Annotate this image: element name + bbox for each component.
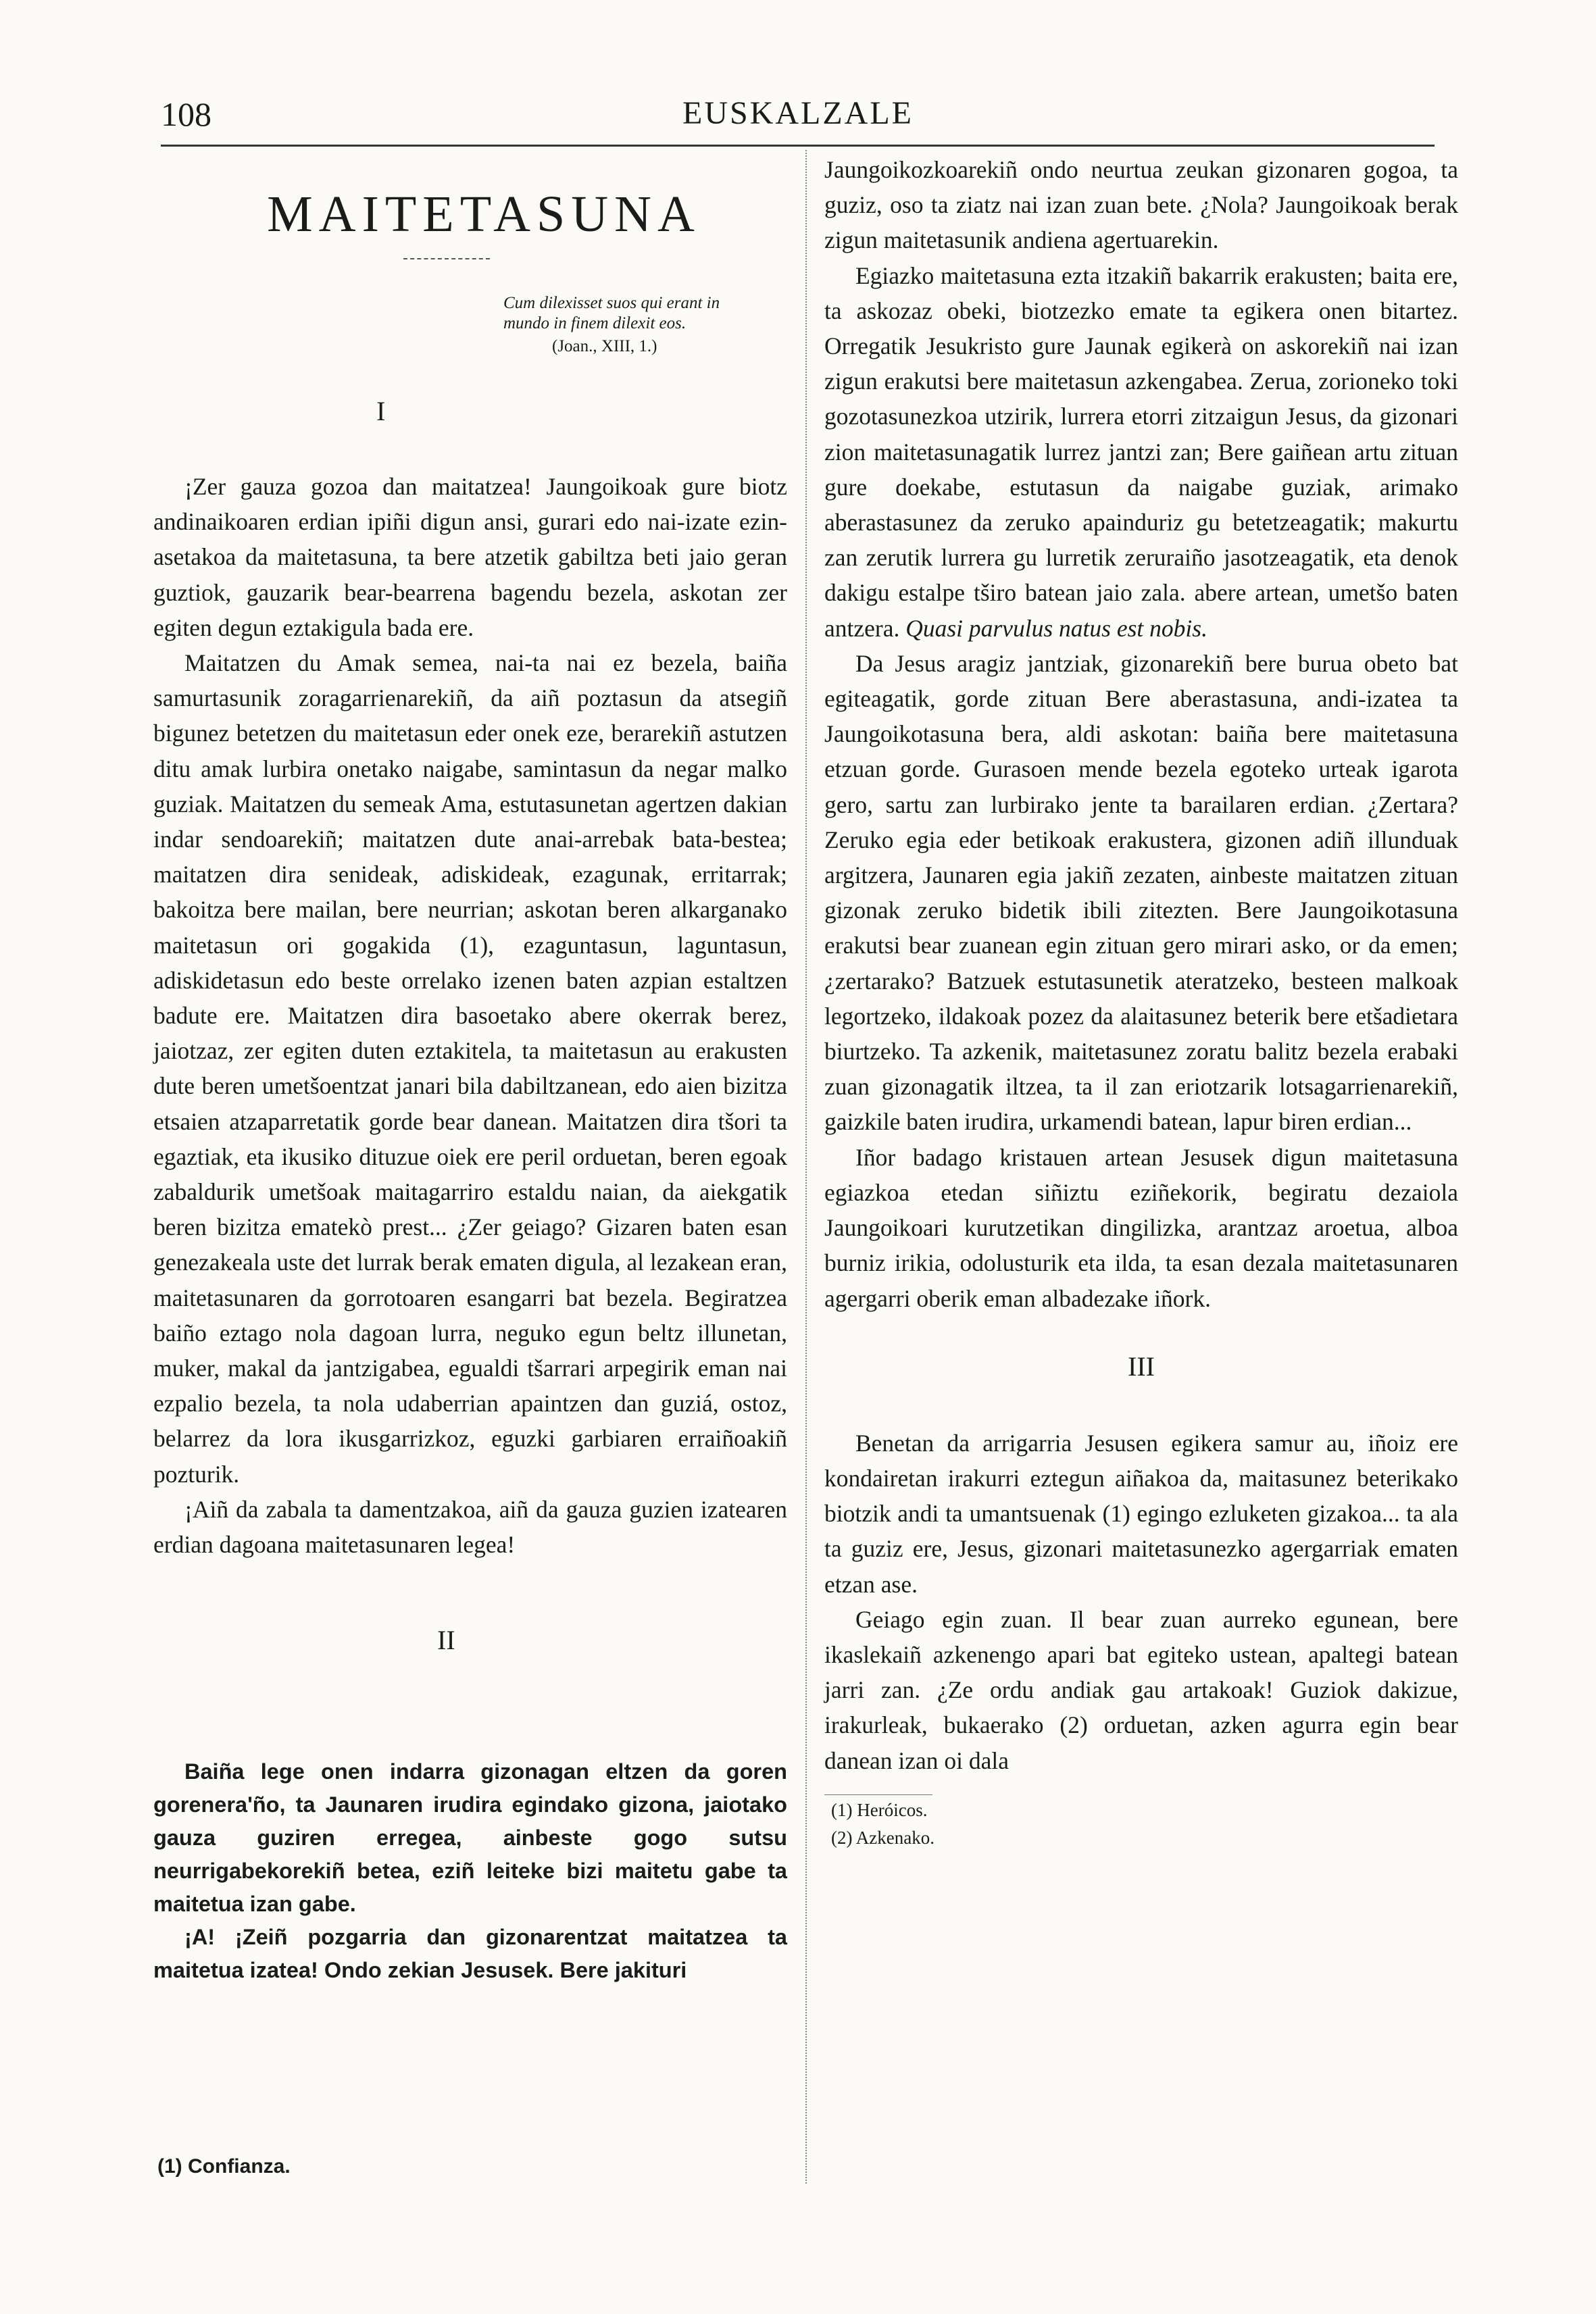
section-number: I [376, 396, 386, 426]
article-title: MAITETASUNA [267, 186, 701, 243]
paragraph: Benetan da arrigarria Jesusen egikera samur au, iñoiz ere kondairetan irakurri eztegun aiñakoa da, maitasunez beterikako biotzik andi ta umantsuenak (1) egingo ezluketen gizakoa... ta ala ta guziz ere, Jesus, gizonari maitetasunezko agergarriak ematen etzan ase. [824, 1429, 1458, 1598]
running-title: EUSKALZALE [682, 95, 914, 131]
section-number: III [1128, 1351, 1155, 1382]
right-column [824, 152, 1458, 1851]
footnote-rule [824, 1794, 932, 1795]
footnote: (2) Azkenako. [831, 1827, 934, 1848]
left-column [153, 157, 787, 1987]
paragraph: ¡Aiñ da zabala ta damentzakoa, aiñ da gauza guzien izatearen erdian dagoana maitetasunaren legea! [153, 1495, 787, 1559]
paragraph-text: Egiazko maitetasuna ezta itzakiñ bakarrik erakusten; baita ere, ta askozaz obeki, biotzezko emate ta egikera onen bitartez. Orregatik Jesukristo gure Jaunak egikerà on askorekiñ nai izan zigun erakutsi bere maitetasun azkengabea. Zerua, zorioneko toki gozotasunezkoa utzirik, lurrera etorri zitzaigun Jesus, da gizonari zion maitetasunagatik lurrez jantzi zan; Bere gaiñean artu zituan gure doekabe, estutasun da naigabe guziak, arimako aberastasunez da zeruko apainduriz gu betetzeagatik; makurtu zan zerutik lurrera gu lurretik zeruraiño jasotzeagatik, eta denok dakigu estalpe tširo batean jaio zala. abere artean, umetšo baten antzera. [824, 261, 1458, 642]
paragraph: Baiña lege onen indarra gizonagan eltzen da goren gorenera'ño, ta Jaunaren irudira egindako gizona, jaiotako gauza guziren erregea, ainbeste gogo sutsu neurrigabekorekiñ betea, eziñ leiteke bizi maitetu gabe ta maitetua izan gabe. [153, 1759, 787, 1917]
header-rule [161, 145, 1435, 147]
title-rule [403, 258, 490, 259]
paragraph: Maitatzen du Amak semea, nai-ta nai ez bezela, baiña samurtasunik zoragarrienarekiñ, da aiñ poztasun da atsegiñ bigunez betetzen du maitetasun eder onek eze, berarekiñ astutzen ditu amak lurbira onetako naigabe, samintasun da negar malko guziak. Maitatzen du semeak Ama, estutasunetan agertzen dakian indar sendoarekiñ; maitatzen dute anai-arrebak bata-bestea; maitatzen dira senideak, adiskideak, ezagunak, erritarrak; bakoitza bere mailan, bere neurrian; askotan beren alkarganako maitetasun ori gogakida (1), ezaguntasun, laguntasun, adiskidetasun edo beste orrelako izenen baten azpian estaltzen badute ere. Maitatzen dira basoetako abere okerrak berez, jaiotzaz, zer egiten duten eztakitela, ta maitetasun au erakusten dute beren umetšoentzat janari bila dabiltzanean, edo aien bizitza etsaien atzaparretatik gorde bear danean. Maitatzen dira tšori ta egaztiak, eta ikusiko dituzue oiek ere peril orduetan, beren egoak zabaldurik umetšoak maitagarriro estaldu naian, da aiekgatik beren bizitza ematekò prest... ¿Zer geiago? Gizaren baten esan genezakeala uste det lurrak berak ematen digula, al lezakean eran, maitetasunaren da gorrotoaren esangarri bat bezela. Begiratzea baiño eztago nola dagoan lurra, neguko egun beltz illunetan, muker, makal da jantzigabea, egualdi tšarrari arpegirik eman nai ezpalio bezela, ta nola udaberrian apaintzen dan guziá, ostoz, belarrez da lora ikusgarrizkoz, eguzki garbiaren erraiñoakiñ pozturik. [153, 649, 787, 1488]
paragraph: ¡A! ¡Zeiñ pozgarria dan gizonarentzat maitatzea ta maitetua izatea! Ondo zekian Jesusek. Bere jakituri [153, 1925, 787, 1983]
footnote: (1) Heróicos. [831, 1799, 928, 1820]
epigraph-citation: (Joan., XIII, 1.) [552, 337, 657, 355]
paragraph: ¡Zer gauza gozoa dan maitatzea! Jaungoikoak gure biotz andinaikoaren erdian ipiñi digun ansi, gurari edo nai-izate ezin-asetakoa da maitetasuna, ta bere atzetik gabiltza beti jaio geran guztiok, gauzarik bear-bearrena bagendu bezela, askotan zer egiten degun eztakigula bada ere. [153, 473, 787, 641]
paragraph: Geiago egin zuan. Il bear zuan aurreko egunean, bere ikaslekaiñ azkenengo apari bat egiteko ustean, apaltegi batean jarri zan. ¿Ze ordu andiak gau artakoak! Guziok dakizue, irakurleak, bukaerako (2) orduetan, azken agurra egin bear danean izan oi dala [824, 1605, 1458, 1774]
column-divider [805, 150, 807, 2184]
epigraph [503, 293, 787, 334]
page-number: 108 [161, 95, 211, 133]
paragraph: Jaungoikozkoarekiñ ondo neurtua zeukan gizonaren gogoa, ta guziz, oso ta ziatz nai izan zuan bete. ¿Nola? Jaungoikoak berak zigun maitetasunik andiena agertuarekin. [824, 156, 1458, 254]
paragraph: Da Jesus aragiz jantziak, gizonarekiñ bere burua obeto bat egiteagatik, gorde zituan Bere aberastasuna, andi-izatea ta Jaungoikotasuna bera, aldi askotan: baiña bere maitetasuna etzuan gorde. Gurasoen mende bezela egoteko urteak igarota gero, sartu zan lurbirako jente ta barailaren erdian. ¿Zertara? Zeruko egia eder betikoak erakustera, gizonen adiñ illunduak argitzera, Jaunaren egia jakiñ zezaten, ainbeste maitatzen zituan gizonak zeruko bidetik ibili zitezten. Bere Jaungoikotasuna erakutsi bear zuanean egin zituan gero mirari asko, or da emen; ¿zertarako? Batzuek estutasunetik ateratzeko, besteen malkoak legortzeko, ildakoak pozez da alaitasunez beterik bere etšadietara biurtzeko. Ta azkenik, maitetasunez zoratu balitz bezela erabaki zuan gizonagatik iltzea, ta il zan eriotzarik lotsagarrienarekiñ, gaizkile baten irudira, urkamendi batean, lapur biren erdian... [824, 649, 1458, 1136]
section-number: II [437, 1625, 455, 1656]
paragraph: Iñor badago kristauen artean Jesusek digun maitetasuna egiazkoa etedan siñiztu eziñekorik, begiratu dezaiola Jaungoikoari kurutzetikan dingilizka, arantzaz aroetua, alboa burniz irikia, odolusturik eta ilda, ta esan dezala maitetasunaren agergarri oberik eman albadezake iñork. [824, 1143, 1458, 1312]
epigraph-line: Cum dilexisset suos qui erant in [503, 294, 720, 312]
latin-quote: Quasi parvulus natus est nobis. [905, 614, 1207, 642]
paragraph [824, 258, 1458, 646]
epigraph-line: mundo in finem dilexit eos. [503, 314, 687, 332]
footnote: (1) Confianza. [157, 2155, 291, 2178]
